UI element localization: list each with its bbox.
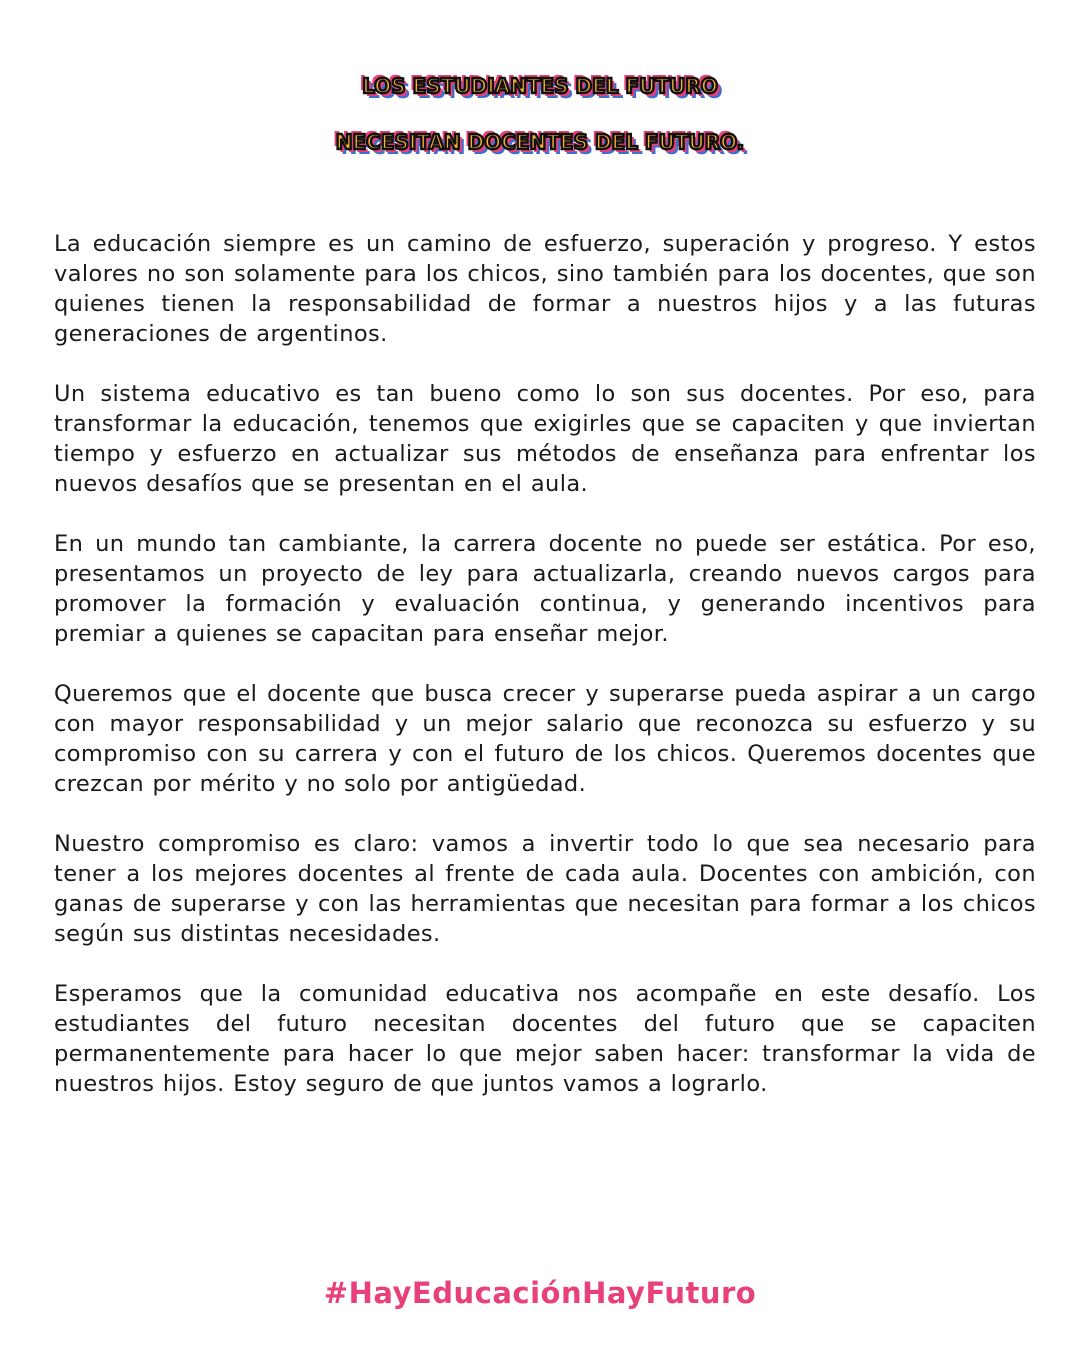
paragraph-2: Un sistema educativo es tan bueno como lo son sus docentes. Por eso, para transformar la educación, tenemos que exigirles que se capaciten y que inviertan tiempo y esfuerzo en actualizar sus métodos de enseñanza para enfrentar los nuevos desafíos que se presentan en el aula.: [54, 381, 1036, 497]
headline: [0, 58, 1080, 170]
hashtag: #HayEducaciónHayFuturo: [323, 1276, 757, 1310]
paragraph-1: La educación siempre es un camino de esfuerzo, superación y progreso. Y estos valores no son solamente para los chicos, sino también para los docentes, que son quienes tienen la responsabilidad de formar a nuestros hijos y a las futuras generaciones de argentinos.: [54, 231, 1036, 347]
headline-line-2: NECESITAN DOCENTES DEL FUTURO.: [335, 130, 745, 154]
paragraph-5: Nuestro compromiso es claro: vamos a invertir todo lo que sea necesario para tener a los mejores docentes al frente de cada aula. Docentes con ambición, con ganas de superarse y con las herramientas que necesitan para formar a los chicos según sus distintas necesidades.: [54, 831, 1036, 947]
paragraph-3: En un mundo tan cambiante, la carrera docente no puede ser estática. Por eso, presentamos un proyecto de ley para actualizarla, creando nuevos cargos para promover la formación y evaluación continua, y generando incentivos para premiar a quienes se capacitan para enseñar mejor.: [54, 531, 1036, 647]
headline-line-1: LOS ESTUDIANTES DEL FUTURO: [362, 74, 718, 98]
paragraph-6: Esperamos que la comunidad educativa nos acompañe en este desafío. Los estudiantes del futuro necesitan docentes del futuro que se capaciten permanentemente para hacer lo que mejor saben hacer: transformar la vida de nuestros hijos. Estoy seguro de que juntos vamos a lograrlo.: [54, 981, 1036, 1097]
letter-body: [54, 229, 1036, 1129]
paragraph-4: Queremos que el docente que busca crecer y superarse pueda aspirar a un cargo con mayor responsabilidad y un mejor salario que reconozca su esfuerzo y su compromiso con su carrera y con el futuro de los chicos. Queremos docentes que crezcan por mérito y no solo por antigüedad.: [54, 681, 1036, 797]
